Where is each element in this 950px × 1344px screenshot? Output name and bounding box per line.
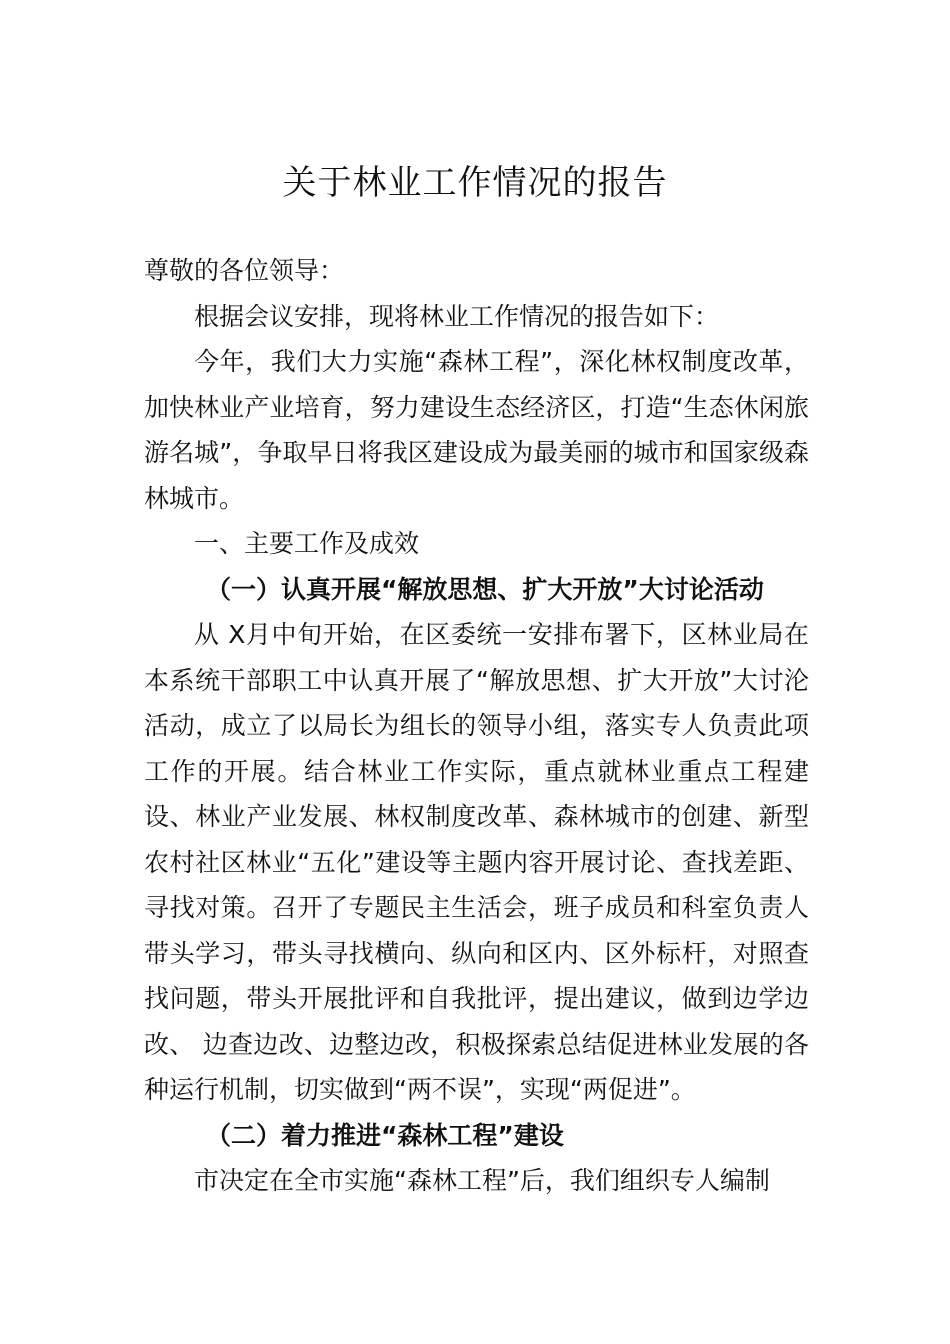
section-heading-main-work: 一、主要工作及成效 bbox=[194, 529, 420, 558]
intro-paragraph: 根据会议安排，现将林业工作情况的报告如下： bbox=[194, 301, 720, 331]
subsection-1-paragraph: 从 X月中旬开始，在区委统一安排布署下，区林业局在本系统干部职工中认真开展了“解放思想、扩大开放”大讨沦活动，成立了以局长为组长的领导小组，落实专人负责此项工作的开展。结合林业工作实际，重点就林业重点工程建设、林业产业发展、林权制度改革、森林城市的创建、新型农村社区林业“五化”建设等主题内容开展讨论、查找差距、寻找对策。召开了专题民主生活会，班子成员和科室负责人带头学习，带头寻找横向、纵向和区内、区外标杆，对照查找问题，带头开展批评和自我批评，提出建议，做到边学边改、 边查边改、边整边改，积极探索总结促进林业发展的各种运行机制，切实做到“两不误”，实现“两促进”。 bbox=[144, 620, 809, 1104]
salutation: 尊敬的各位领导： bbox=[144, 256, 345, 285]
document-title: 关于林业工作情况的报告 bbox=[282, 163, 668, 203]
summary-paragraph: 今年，我们大力实施“森林工程”，深化林权制度改革，加快林业产业培育，努力建设生态经济区，打造“生态休闲旅游名城”，争取早日将我区建设成为最美丽的城市和国家级森林城市。 bbox=[144, 347, 809, 513]
document-body bbox=[144, 248, 809, 1204]
subsection-heading-1: （一）认真开展“解放思想、扩大开放”大讨论活动 bbox=[206, 574, 764, 604]
subsection-2-paragraph: 市决定在全市实施“森林工程”后，我们组织专人编制 bbox=[194, 1166, 770, 1195]
subsection-heading-2: （二）着力推进“森林工程”建设 bbox=[206, 1120, 564, 1150]
